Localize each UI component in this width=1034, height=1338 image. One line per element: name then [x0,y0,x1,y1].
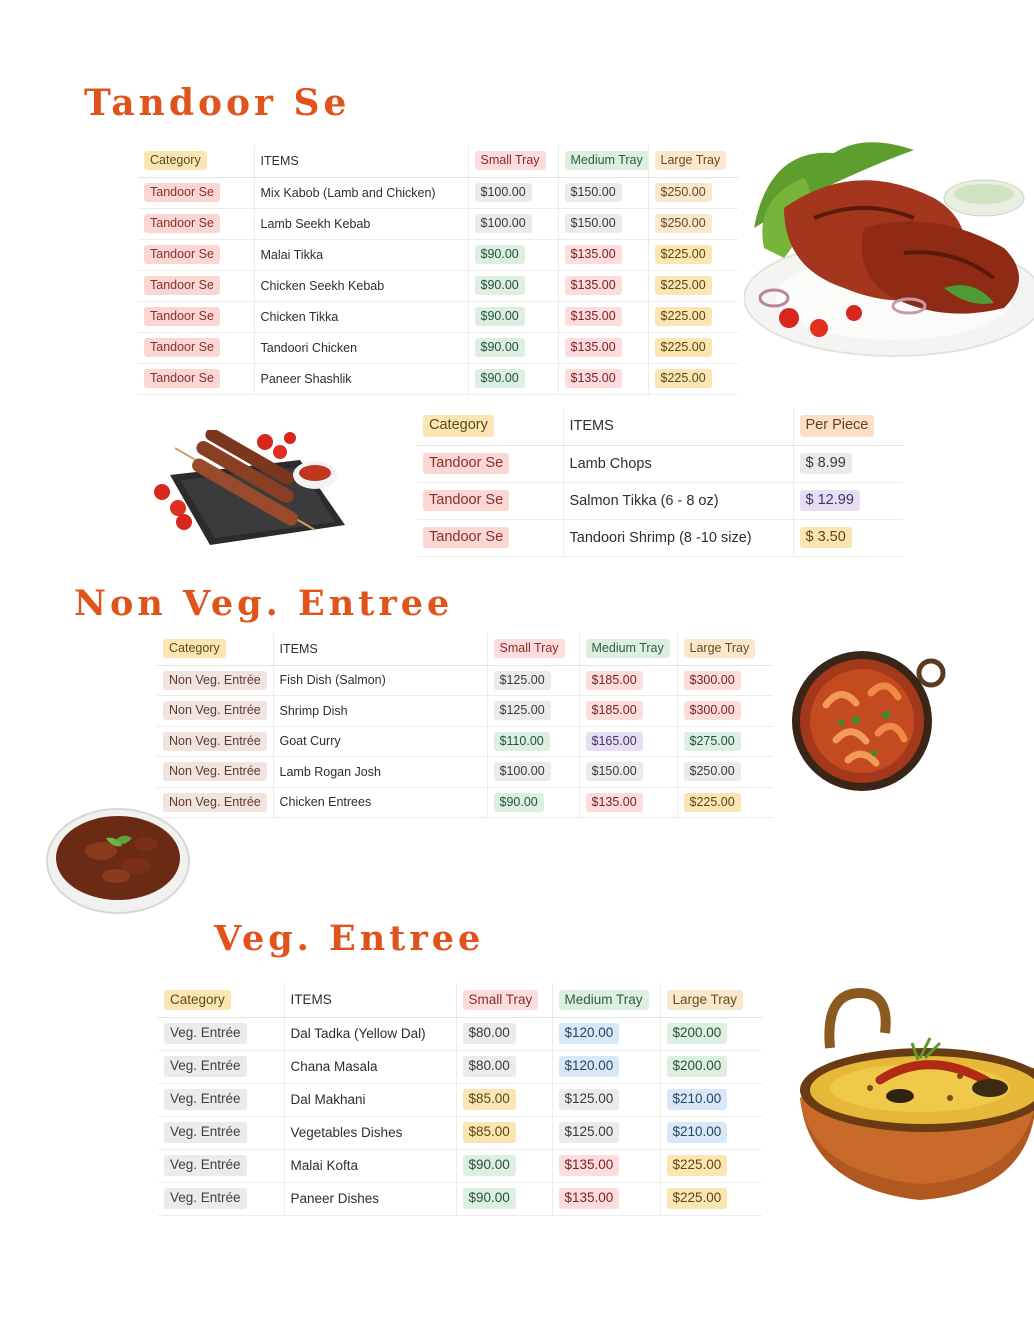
header-per-piece: Per Piece [800,415,875,437]
tandoor-price-table [138,145,738,395]
medium-tray-price: $150.00 [565,183,622,202]
category-tag: Veg. Entrée [164,1155,247,1175]
small-tray-price: $90.00 [475,307,525,326]
per-piece-price: $ 3.50 [800,527,852,549]
large-tray-price: $225.00 [655,276,712,295]
tandoor-per-piece-table [417,408,903,557]
large-tray-price: $225.00 [655,338,712,357]
item-name: Lamb Rogan Josh [279,764,381,779]
large-tray-price: $225.00 [655,369,712,388]
category-tag: Tandoor Se [144,214,220,233]
category-tag: Tandoor Se [423,527,509,549]
small-tray-price: $80.00 [463,1056,516,1076]
large-tray-price: $210.00 [667,1089,728,1109]
table-row [138,239,738,270]
table-row [138,301,738,332]
item-name: Dal Makhani [290,1092,366,1107]
item-name: Shrimp Dish [279,703,348,718]
large-tray-price: $225.00 [655,245,712,264]
item-name: Mix Kabob (Lamb and Chicken) [260,185,436,200]
medium-tray-price: $165.00 [586,732,643,751]
header-category: Category [144,151,207,170]
item-name: Fish Dish (Salmon) [279,673,386,688]
item-name: Dal Tadka (Yellow Dal) [290,1026,426,1041]
header-small-tray: Small Tray [475,151,546,170]
category-tag: Tandoor Se [144,369,220,388]
item-name: Paneer Shashlik [260,371,352,386]
header-medium-tray: Medium Tray [565,151,649,170]
category-tag: Non Veg. Entrée [163,762,267,781]
category-tag: Veg. Entrée [164,1023,247,1043]
medium-tray-price: $135.00 [559,1155,620,1175]
category-tag: Tandoor Se [144,183,220,202]
large-tray-price: $250.00 [655,214,712,233]
header-category: Category [163,639,226,658]
item-name: Chicken Seekh Kebab [260,278,385,293]
per-piece-price: $ 8.99 [800,453,852,475]
medium-tray-price: $135.00 [565,276,622,295]
small-tray-price: $90.00 [475,245,525,264]
item-name: Tandoori Chicken [260,340,358,355]
header-items: ITEMS [290,992,332,1008]
medium-tray-price: $125.00 [559,1122,620,1142]
medium-tray-price: $185.00 [586,701,643,720]
large-tray-price: $300.00 [684,671,741,690]
small-tray-price: $90.00 [463,1188,516,1208]
table-row [138,177,738,208]
category-tag: Non Veg. Entrée [163,732,267,751]
large-tray-price: $275.00 [684,732,741,751]
large-tray-price: $210.00 [667,1122,728,1142]
item-name: Malai Kofta [290,1158,359,1173]
seekh-kebab-image [150,430,355,555]
nonveg-section-title: Non Veg. Entree [74,583,454,624]
large-tray-price: $250.00 [655,183,712,202]
item-name: Tandoori Shrimp (8 -10 size) [569,529,752,546]
table-row [158,1083,762,1116]
large-tray-price: $200.00 [667,1023,728,1043]
header-small-tray: Small Tray [494,639,565,658]
large-tray-price: $225.00 [667,1188,728,1208]
medium-tray-price: $135.00 [565,338,622,357]
category-tag: Tandoor Se [144,276,220,295]
medium-tray-price: $185.00 [586,671,643,690]
nonveg-price-table [157,633,773,818]
small-tray-price: $90.00 [475,369,525,388]
table-row [157,726,773,757]
category-tag: Veg. Entrée [164,1056,247,1076]
table-row [158,1182,762,1215]
large-tray-price: $225.00 [655,307,712,326]
header-small-tray: Small Tray [463,990,539,1010]
small-tray-price: $100.00 [494,762,551,781]
small-tray-price: $85.00 [463,1122,516,1142]
yellow-dal-image [800,988,1034,1204]
header-medium-tray: Medium Tray [586,639,670,658]
header-items: ITEMS [569,418,614,435]
table-row [138,270,738,301]
small-tray-price: $85.00 [463,1089,516,1109]
table-row [138,332,738,363]
category-tag: Tandoor Se [144,245,220,264]
item-name: Salmon Tikka (6 - 8 oz) [569,492,719,509]
table-row [417,519,903,556]
header-medium-tray: Medium Tray [559,990,649,1010]
category-tag: Tandoor Se [423,453,509,475]
small-tray-price: $125.00 [494,671,551,690]
medium-tray-price: $135.00 [559,1188,620,1208]
category-tag: Tandoor Se [423,490,509,512]
table-row [157,665,773,696]
header-category: Category [164,990,231,1010]
medium-tray-price: $125.00 [559,1089,620,1109]
lamb-curry-image [46,806,191,916]
table-row [138,363,738,394]
category-tag: Veg. Entrée [164,1122,247,1142]
medium-tray-price: $135.00 [586,793,643,812]
item-name: Malai Tikka [260,247,324,262]
category-tag: Non Veg. Entrée [163,671,267,690]
table-row [158,1017,762,1050]
medium-tray-price: $135.00 [565,245,622,264]
large-tray-price: $250.00 [684,762,741,781]
large-tray-price: $300.00 [684,701,741,720]
small-tray-price: $90.00 [475,276,525,295]
table-row [138,208,738,239]
shrimp-curry-image [786,645,948,793]
medium-tray-price: $150.00 [565,214,622,233]
category-tag: Non Veg. Entrée [163,793,267,812]
table-row [417,445,903,482]
category-tag: Veg. Entrée [164,1089,247,1109]
small-tray-price: $80.00 [463,1023,516,1043]
large-tray-price: $200.00 [667,1056,728,1076]
category-tag: Veg. Entrée [164,1188,247,1208]
header-items: ITEMS [260,153,299,168]
header-large-tray: Large Tray [667,990,744,1010]
category-tag: Tandoor Se [144,338,220,357]
small-tray-price: $100.00 [475,183,532,202]
small-tray-price: $90.00 [494,793,544,812]
large-tray-price: $225.00 [684,793,741,812]
item-name: Vegetables Dishes [290,1125,403,1140]
item-name: Chicken Entrees [279,795,372,810]
item-name: Paneer Dishes [290,1191,380,1206]
header-items: ITEMS [279,641,318,656]
table-row [158,1116,762,1149]
header-category: Category [423,415,494,437]
small-tray-price: $110.00 [494,732,550,751]
item-name: Goat Curry [279,734,341,749]
table-row [157,757,773,788]
table-row [417,482,903,519]
table-row [157,696,773,727]
item-name: Lamb Seekh Kebab [260,216,371,231]
small-tray-price: $125.00 [494,701,551,720]
medium-tray-price: $135.00 [565,369,622,388]
medium-tray-price: $120.00 [559,1056,620,1076]
table-row [158,1149,762,1182]
medium-tray-price: $120.00 [559,1023,620,1043]
veg-price-table [158,983,762,1216]
small-tray-price: $90.00 [463,1155,516,1175]
header-large-tray: Large Tray [655,151,727,170]
veg-section-title: Veg. Entree [214,918,485,959]
large-tray-price: $225.00 [667,1155,728,1175]
item-name: Chicken Tikka [260,309,339,324]
small-tray-price: $100.00 [475,214,532,233]
header-large-tray: Large Tray [684,639,756,658]
category-tag: Non Veg. Entrée [163,701,267,720]
item-name: Chana Masala [290,1059,378,1074]
tandoori-chicken-image [744,138,1034,358]
small-tray-price: $90.00 [475,338,525,357]
medium-tray-price: $135.00 [565,307,622,326]
table-row [158,1050,762,1083]
category-tag: Tandoor Se [144,307,220,326]
per-piece-price: $ 12.99 [800,490,860,512]
table-row [157,787,773,818]
tandoor-section-title: Tandoor Se [84,82,351,124]
item-name: Lamb Chops [569,455,652,472]
medium-tray-price: $150.00 [586,762,643,781]
